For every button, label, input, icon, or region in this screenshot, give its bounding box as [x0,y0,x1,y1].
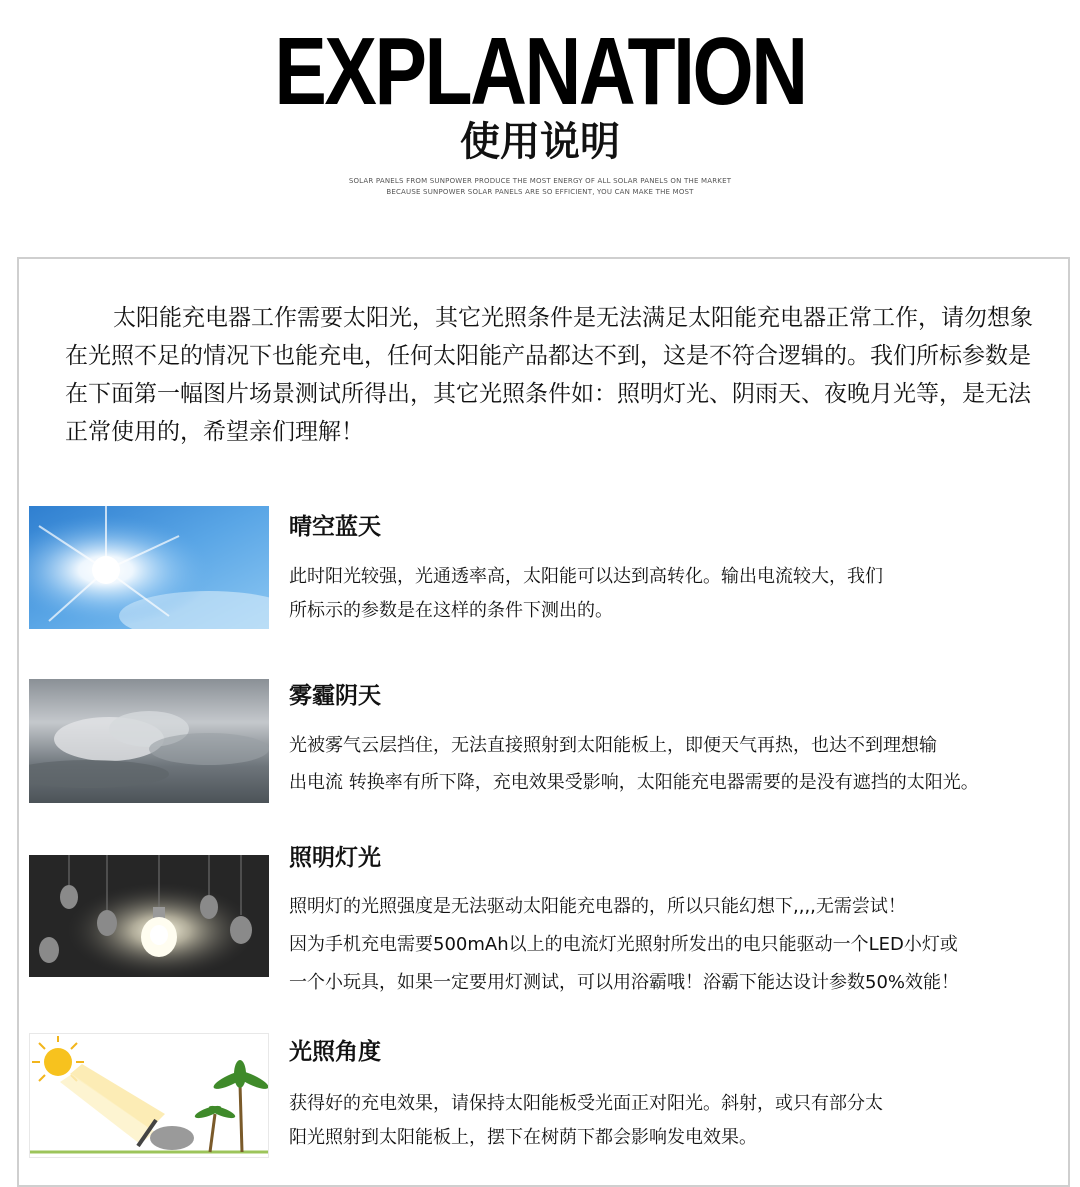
section-text [289,1085,1059,1157]
section-title: 照明灯光 [289,845,381,871]
section-text-line: 此时阳光较强，光通透率高，太阳能可以达到高转化。输出电流较大，我们 [289,566,883,587]
section-text-line: 阳光照射到太阳能板上，摆下在树荫下都会影响发电效果。 [289,1127,757,1148]
section-title: 雾霾阴天 [289,683,381,709]
section-text-line: 因为手机充电需要500mAh以上的电流灯光照射所发出的电只能驱动一个LED小灯或 [289,934,958,955]
section-text [289,727,1059,802]
tagline-line-1: SOLAR PANELS FROM SUNPOWER PRODUCE THE MOST ENERGY OF ALL SOLAR PANELS ON THE MARKET [348,177,732,185]
page-title: EXPLANATION [274,18,806,125]
section-text-line: 照明灯的光照强度是无法驱动太阳能充电器的，所以只能幻想下,,,,无需尝试！ [289,896,906,917]
section-text-line: 所标示的参数是在这样的条件下测出的。 [289,600,613,621]
tagline-line-2: BECAUSE SUNPOWER SOLAR PANELS ARE SO EFFICIENT, YOU CAN MAKE THE MOST [386,188,694,196]
section-angle [29,1033,1059,1173]
cloudy-sky-image [29,679,269,803]
section-text-line: 获得好的充电效果，请保持太阳能板受光面正对阳光。斜射，或只有部分太 [289,1093,883,1114]
intro-paragraph: 太阳能充电器工作需要太阳光，其它光照条件是无法满足太阳能充电器正常工作，请勿想象在光照不足的情况下也能充电，任何太阳能产品都达不到，这是不符合逻辑的。我们所标参数是在下面第一幅图片场景测试所得出，其它光照条件如：照明灯光、阴雨天、夜晚月光等，是无法正常使用的，希望亲们理解！ [65,305,1033,445]
section-text [289,888,1059,1002]
section-text-line: 出电流 转换率有所下降，充电效果受影响，太阳能充电器需要的是没有遮挡的太阳光。 [289,772,979,793]
page-subtitle: 使用说明 [460,119,620,165]
section-lighting [29,845,1059,1013]
sun-angle-illustration [29,1033,269,1158]
section-text-line: 光被雾气云层挡住，无法直接照射到太阳能板上，即便天气再热，也达不到理想输 [289,735,937,756]
section-text [289,558,1059,630]
section-title: 晴空蓝天 [289,514,381,540]
section-sunny [29,504,1059,634]
section-title: 光照角度 [289,1039,381,1065]
content-panel [17,257,1070,1187]
header [0,0,1080,240]
sunny-sky-image [29,506,269,629]
section-text-line: 一个小玩具，如果一定要用灯测试，可以用浴霸哦！浴霸下能达设计参数50%效能！ [289,972,960,993]
section-cloudy [29,679,1059,809]
light-bulbs-image [29,855,269,977]
